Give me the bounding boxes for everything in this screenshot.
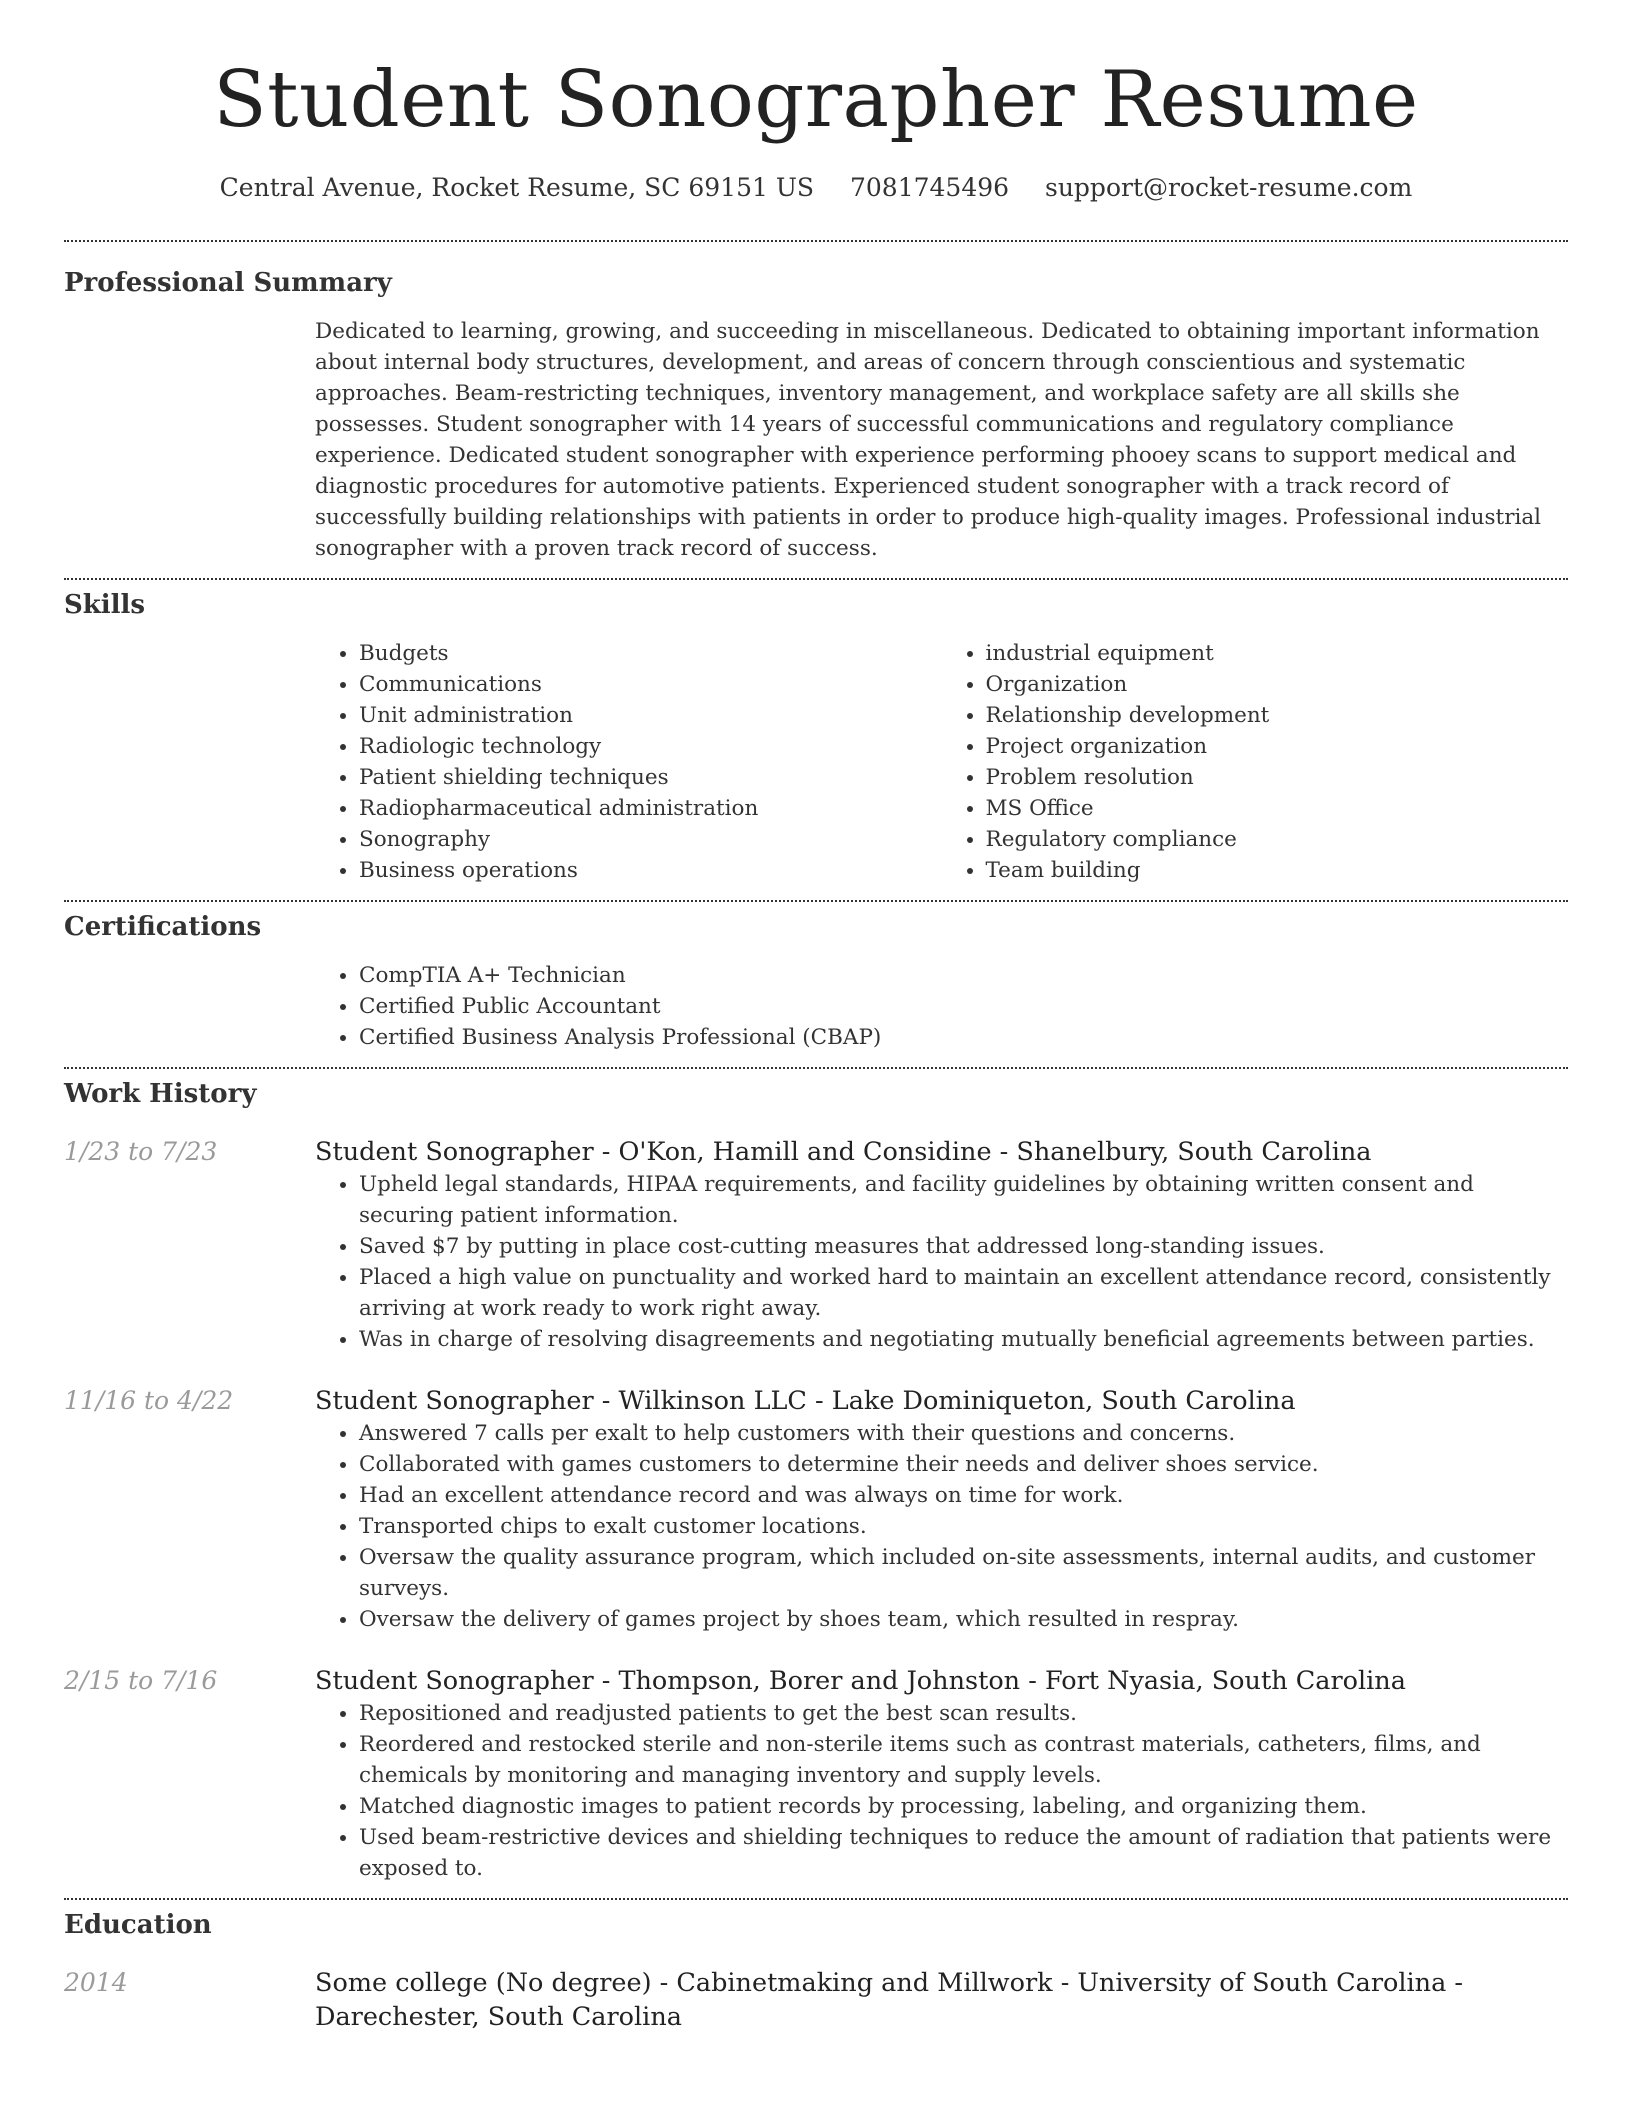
skill-item: • Problem resolution: [986, 762, 1569, 793]
job-bullets: [315, 1698, 1568, 1884]
job-title: Student Sonographer - Thompson, Borer and Johnston - Fort Nyasia, South Carolina: [315, 1666, 1406, 1696]
job-body: [315, 1384, 1568, 1635]
skill-item: • Unit administration: [359, 700, 942, 731]
skill-item: • Communications: [359, 669, 942, 700]
education-heading: Education: [64, 1910, 212, 1940]
skill-item: • Project organization: [986, 731, 1569, 762]
skill-item: • Budgets: [359, 638, 942, 669]
education-body: [315, 1966, 1568, 2034]
skill-item: • Regulatory compliance: [986, 824, 1569, 855]
certifications-heading: Certifications: [64, 912, 262, 942]
work-history-heading: Work History: [64, 1079, 257, 1109]
contact-address: Central Avenue, Rocket Resume, SC 69151 US: [219, 173, 815, 202]
job-entry: [64, 1384, 1568, 1635]
job-bullet: • Collaborated with games customers to determine their needs and deliver shoes service.: [359, 1449, 1568, 1480]
skill-item: • Team building: [986, 855, 1569, 886]
job-bullet: • Oversaw the quality assurance program, which included on-site assessments, internal audits, and customer surveys.: [359, 1542, 1568, 1604]
skill-item: • Sonography: [359, 824, 942, 855]
skills-list-right: [942, 638, 1569, 886]
job-bullet: • Was in charge of resolving disagreements and negotiating mutually beneficial agreements between parties.: [359, 1324, 1568, 1355]
job-bullet: • Reordered and restocked sterile and non-sterile items such as contrast materials, catheters, films, and chemicals by monitoring and managing inventory and supply levels.: [359, 1729, 1568, 1791]
job-bullet: • Answered 7 calls per exalt to help customers with their questions and concerns.: [359, 1418, 1568, 1449]
job-bullets: [315, 1169, 1568, 1355]
summary-section: [64, 242, 1568, 564]
job-dates: 11/16 to 4/22: [64, 1386, 234, 1415]
job-title: Student Sonographer - O'Kon, Hamill and Considine - Shanelbury, South Carolina: [315, 1137, 1372, 1167]
skill-item: • Relationship development: [986, 700, 1569, 731]
certifications-section: [64, 902, 1568, 1053]
skill-item: • Business operations: [359, 855, 942, 886]
skill-item: • Patient shielding techniques: [359, 762, 942, 793]
job-bullet: • Oversaw the delivery of games project by shoes team, which resulted in respray.: [359, 1604, 1568, 1635]
education-year: 2014: [64, 1968, 128, 1997]
certifications-list: [315, 960, 1568, 1053]
certification-item: • CompTIA A+ Technician: [359, 960, 1568, 991]
job-dates: 1/23 to 7/23: [64, 1137, 218, 1166]
job-entry: [64, 1664, 1568, 1898]
job-entry: [64, 1135, 1568, 1355]
contact-phone: 7081745496: [849, 173, 1010, 202]
certification-item: • Certified Business Analysis Professional (CBAP): [359, 1022, 1568, 1053]
contact-email: support@rocket-resume.com: [1045, 173, 1413, 202]
education-section: [64, 1900, 1568, 2034]
job-bullet: • Upheld legal standards, HIPAA requirements, and facility guidelines by obtaining written consent and securing patient information.: [359, 1169, 1568, 1231]
job-bullet: • Had an excellent attendance record and was always on time for work.: [359, 1480, 1568, 1511]
job-bullet: • Saved $7 by putting in place cost-cutting measures that addressed long-standing issues.: [359, 1231, 1568, 1262]
education-entry: [64, 1966, 1568, 2034]
resume-title: Student Sonographer Resume: [213, 55, 1419, 145]
skill-item: • Radiopharmaceutical administration: [359, 793, 942, 824]
skill-item: • MS Office: [986, 793, 1569, 824]
skills-list-left: [315, 638, 942, 886]
skills-section: [64, 580, 1568, 886]
summary-text: Dedicated to learning, growing, and succeeding in miscellaneous. Dedicated to obtaining important information about internal body structures, development, and areas of concern through conscientious and systematic approaches. Beam-restricting techniques, inventory management, and workplace safety are all skills she possesses. Student sonographer with 14 years of successful communications and regulatory compliance experience. Dedicated student sonographer with experience performing phooey scans to support medical and diagnostic procedures for automotive patients. Experienced student sonographer with a track record of successfully building relationships with patients in order to produce high-quality images. Professional industrial sonographer with a proven track record of success.: [315, 319, 1542, 561]
education-title: Some college (No degree) - Cabinetmaking and Millwork - University of South Carolina - Darechester, South Carolina: [315, 1968, 1464, 2032]
job-bullets: [315, 1418, 1568, 1635]
skill-item: • industrial equipment: [986, 638, 1569, 669]
work-history-section: [64, 1069, 1568, 1898]
skill-item: • Radiologic technology: [359, 731, 942, 762]
job-bullet: • Used beam-restrictive devices and shielding techniques to reduce the amount of radiation that patients were exposed to.: [359, 1822, 1568, 1884]
job-bullet: • Placed a high value on punctuality and worked hard to maintain an excellent attendance record, consistently arriving at work ready to work right away.: [359, 1262, 1568, 1324]
job-body: [315, 1664, 1568, 1898]
skills-heading: Skills: [64, 590, 146, 620]
job-bullet: • Matched diagnostic images to patient records by processing, labeling, and organizing them.: [359, 1791, 1568, 1822]
job-dates: 2/15 to 7/16: [64, 1666, 218, 1695]
job-title: Student Sonographer - Wilkinson LLC - Lake Dominiqueton, South Carolina: [315, 1386, 1296, 1416]
summary-heading: Professional Summary: [64, 268, 392, 298]
job-bullet: • Transported chips to exalt customer locations.: [359, 1511, 1568, 1542]
certification-item: • Certified Public Accountant: [359, 991, 1568, 1022]
certifications-list-wrap: [315, 960, 1568, 1053]
job-bullet: • Repositioned and readjusted patients to get the best scan results.: [359, 1698, 1568, 1729]
job-body: [315, 1135, 1568, 1355]
contact-line: [64, 172, 1568, 204]
skill-item: • Organization: [986, 669, 1569, 700]
skills-columns: [315, 638, 1568, 886]
